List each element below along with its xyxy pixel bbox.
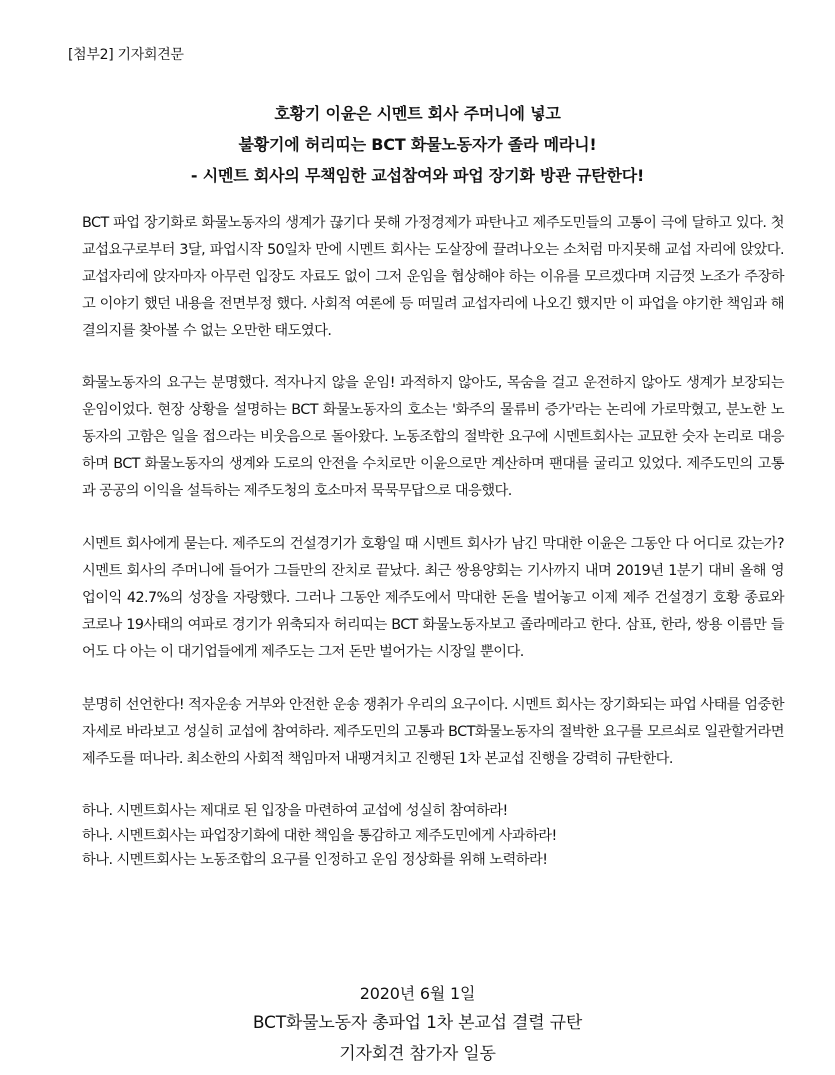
demands-list <box>82 799 784 873</box>
title-line-3: - 시멘트 회사의 무책임한 교섭참여와 파업 장기화 방관 규탄한다! <box>190 166 645 185</box>
attachment-label: [첨부2] 기자회견문 <box>68 47 184 63</box>
demand-item-2: 하나. 시멘트회사는 파업장기화에 대한 책임을 통감하고 제주도민에게 사과하라! <box>82 827 557 844</box>
demand-item-1: 하나. 시멘트회사는 제대로 된 입장을 마련하여 교섭에 성실히 참여하라! <box>82 803 508 819</box>
signature-block <box>0 980 835 1070</box>
signature-date: 2020년 6월 1일 <box>359 984 476 1003</box>
title-line-1: 호황기 이윤은 시멘트 회사 주머니에 넣고 <box>274 104 561 123</box>
paragraph-3: 시멘트 회사에게 묻는다. 제주도의 건설경기가 호황일 때 시멘트 회사가 남긴 막대한 이윤은 그동안 다 어디로 갔는가? 시멘트 회사의 주머니에 들어가 그들만의 잔치로 끝났다. 최근 쌍용양회는 기사까지 내며 2019년 1분기 대비 올해 영업이익 42.7%의 성장을 자랑했다. 그러나 그동안 제주도에서 막대한 돈을 벌어놓고 이제 제주 건설경기 호황 종료와 코로나 19사태의 여파로 경기가 위축되자 허리띠는 BCT 화물노동자보고 졸라메라고 한다. 삼표, 한라, 쌍용 이름만 들어도 다 아는 이 대기업들에게 제주도는 그저 돈만 벌어가는 시장일 뿐이다. <box>82 536 784 660</box>
demand-item-3: 하나. 시멘트회사는 노동조합의 요구를 인정하고 운임 정상화를 위해 노력하라! <box>82 852 548 868</box>
paragraph-1: BCT 파업 장기화로 화물노동자의 생계가 끊기다 못해 가정경제가 파탄나고 제주도민들의 고통이 극에 달하고 있다. 첫 교섭요구로부터 3달, 파업시작 50일차 만에 시멘트 회사는 도살장에 끌려나오는 소처럼 마지못해 교섭 자리에 앉았다. 교섭자리에 앉자마자 아무런 입장도 자료도 없이 그저 운임을 협상해야 하는 이유를 모르겠다며 지금껏 노조가 주장하고 이야기 했던 내용을 전면부정 했다. 사회적 여론에 등 떠밀려 교섭자리에 나오긴 했지만 이 파업을 야기한 책임과 해결의지를 찾아볼 수 없는 오만한 태도였다. <box>82 215 784 339</box>
paragraph-4: 분명히 선언한다! 적자운송 거부와 안전한 운송 쟁취가 우리의 요구이다. 시멘트 회사는 장기화되는 파업 사태를 엄중한 자세로 바라보고 성실히 교섭에 참여하라. 제주도민의 고통과 BCT화물노동자의 절박한 요구를 모르쇠로 일관할거라면 제주도를 떠나라. 최소한의 사회적 책임마저 내팽겨치고 진행된 1차 본교섭 진행을 강력히 규탄한다. <box>82 697 784 767</box>
title-line-2: 불황기에 허리띠는 BCT 화물노동자가 졸라 메라니! <box>238 135 597 154</box>
document-title <box>0 98 835 191</box>
paragraph-2: 화물노동자의 요구는 분명했다. 적자나지 않을 운임! 과적하지 않아도, 목숨을 걸고 운전하지 않아도 생계가 보장되는 운임이었다. 현장 상황을 설명하는 BCT 화물노동자의 호소는 '화주의 물류비 증가'라는 논리에 가로막혔고, 분노한 노동자의 고함은 일을 접으라는 비웃음으로 돌아왔다. 노동조합의 절박한 요구에 시멘트회사는 교묘한 숫자 논리로 대응하며 BCT 화물노동자의 생계와 도로의 안전을 수치로만 이윤으로만 계산하며 팬대를 굴리고 있었다. 제주도민의 고통과 공공의 이익을 설득하는 제주도청의 호소마저 묵묵무답으로 대응했다. <box>82 375 785 499</box>
signature-line-1: BCT화물노동자 총파업 1차 본교섭 결렬 규탄 <box>252 1013 583 1033</box>
document-body <box>82 210 784 873</box>
signature-line-2: 기자회견 참가자 일동 <box>339 1044 496 1064</box>
